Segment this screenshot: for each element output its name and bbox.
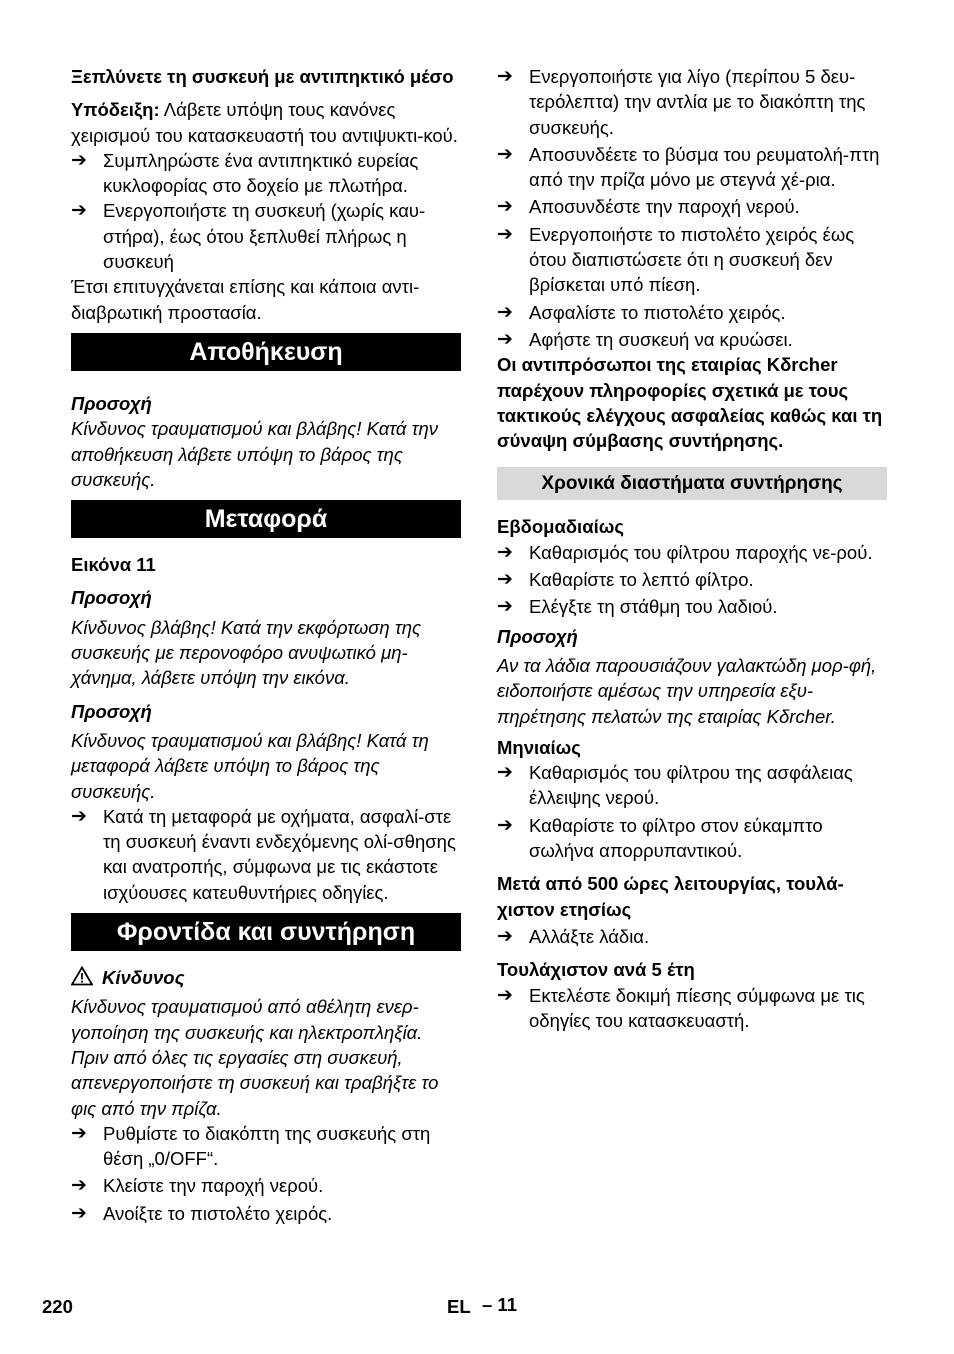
arrow-right-icon: ➔ [497, 925, 513, 947]
list-item [497, 300, 887, 325]
list-item-text: Ενεργοποιήστε τη συσκευή (χωρίς καυ-στήρα), έως ότου ξεπλυθεί πλήρως η συσκευή [103, 200, 426, 273]
list-item-text: Καθαρισμός του φίλτρου της ασφάλειας έλλειψης νερού. [529, 762, 853, 809]
storage-caution-text: Κίνδυνος τραυματισμού και βλάβης! Κατά την αποθήκευση λάβετε υπόψη το βάρος της συσκευής. [71, 418, 439, 490]
arrow-right-icon: ➔ [497, 541, 513, 563]
list-item-text: Ελέγξτε τη στάθμη του λαδιού. [529, 596, 778, 618]
list-item-text: Καθαρίστε το λεπτό φίλτρο. [529, 569, 754, 591]
list-item [71, 1121, 461, 1172]
arrow-right-icon: ➔ [497, 223, 513, 245]
list-item [71, 1201, 461, 1226]
oil-caution-label: Προσοχή [497, 625, 578, 647]
arrow-right-icon: ➔ [71, 1202, 87, 1224]
list-item-text: Ενεργοποιήστε για λίγο (περίπου 5 δευ-τερόλεπτα) την αντλία με το διακόπτη της συσκευής. [529, 66, 866, 138]
arrow-right-icon: ➔ [497, 596, 513, 618]
transport-section-title: Μεταφορά [71, 500, 461, 538]
arrow-right-icon: ➔ [497, 196, 513, 218]
list-item [497, 64, 887, 140]
transport-caution2-text: Κίνδυνος τραυματισμού και βλάβης! Κατά τη μεταφορά λάβετε υπόψη το βάρος της συσκευής. [71, 729, 429, 802]
list-item [497, 540, 887, 565]
intervals-section-title: Χρονικά διαστήματα συντήρησης [497, 467, 887, 500]
transport-caution1-text: Κίνδυνος βλάβης! Κατά την εκφόρτωση της συσκευής με περονοφόρο ανυψωτικό μη-χάνημα, λάβετε υπόψη την εικόνα. [71, 616, 422, 689]
care-steps-continued [497, 64, 887, 352]
arrow-right-icon: ➔ [497, 143, 513, 165]
section-page-number: – 11 [482, 1294, 517, 1315]
storage-caution-label: Προσοχή [71, 392, 152, 414]
storage-section-title: Αποθήκευση [71, 333, 461, 371]
list-item-text: Αλλάξτε λάδια. [529, 925, 650, 947]
arrow-right-icon: ➔ [497, 328, 513, 350]
list-item-text: Αφήστε τη συσκευή να κρυώσει. [529, 328, 793, 350]
list-item [497, 567, 887, 592]
rinse-steps [71, 148, 461, 274]
list-item [497, 983, 887, 1034]
five-year-heading: Τουλάχιστον ανά 5 έτη [497, 959, 695, 981]
hours-heading: Μετά από 500 ώρες λειτουργίας, τουλά-χιστον ετησίως [497, 873, 844, 920]
list-item-text: Καθαρίστε το φίλτρο στον εύκαμπτο σωλήνα απορρυπαντικού. [529, 814, 823, 862]
list-item [497, 194, 887, 219]
list-item [71, 804, 461, 905]
monthly-heading: Μηνιαίως [497, 736, 581, 758]
note-label: Υπόδειξη: [71, 99, 160, 121]
list-item-text: Κλείστε την παροχή νερού. [103, 1175, 324, 1197]
list-item-text: Ενεργοποιήστε το πιστολέτο χειρός έως ότου διαπιστώσετε ότι η συσκευή δεν βρίσκεται υπό πίεση. [529, 223, 855, 296]
list-item [497, 222, 887, 298]
list-item-text: Εκτελέστε δοκιμή πίεσης σύμφωνα με τις οδηγίες του κατασκευαστή. [529, 984, 865, 1031]
danger-label: Κίνδυνος [102, 967, 185, 989]
arrow-right-icon: ➔ [71, 149, 87, 171]
danger-text: Κίνδυνος τραυματισμού από αθέλητη ενερ-γοποίηση της συσκευής και ηλεκτροπληξία. Πριν από όλες τις εργασίες στη συσκευή, απενεργοποιήστε τη συσκευή και τραβήξτε το φις από την πρίζα. [71, 996, 439, 1119]
list-item [497, 760, 887, 811]
transport-caution2-label: Προσοχή [71, 700, 152, 722]
list-item [497, 924, 887, 949]
care-section-title: Φροντίδα και συντήρηση [71, 913, 461, 951]
weekly-heading: Εβδομαδιαίως [497, 516, 624, 538]
list-item [497, 327, 887, 352]
list-item-text: Κατά τη μεταφορά με οχήματα, ασφαλί-στε τη συσκευή έναντι ενδεχόμενης ολί-σθησης και ανατροπής, σύμφωνα με τις εκάστοτε ισχύουσες κατευθυντήριες οδηγίες. [103, 805, 456, 903]
arrow-right-icon: ➔ [71, 1175, 87, 1197]
list-item-text: Αποσυνδέετε το βύσμα του ρευματολή-πτη από την πρίζα μόνο με στεγνά χέ-ρια. [529, 143, 880, 191]
right-column [497, 64, 887, 1033]
figure-reference: Εικόνα 11 [71, 554, 156, 576]
arrow-right-icon: ➔ [497, 762, 513, 784]
page-number: 220 [42, 1296, 73, 1317]
list-item-text: Συμπληρώστε ένα αντιπηκτικό ευρείας κυκλοφορίας στο δοχείο με πλωτήρα. [103, 149, 419, 197]
arrow-right-icon: ➔ [71, 200, 87, 222]
care-steps [71, 1121, 461, 1226]
danger-heading [71, 965, 461, 990]
rinse-heading: Ξεπλύνετε τη συσκευή με αντιπηκτικό μέσο [71, 66, 454, 87]
language-code: EL [447, 1296, 471, 1317]
note-paragraph [71, 97, 461, 148]
rinse-after-text: Έτσι επιτυγχάνεται επίσης και κάποια αντι-διαβρωτική προστασία. [71, 276, 420, 323]
list-item [497, 594, 887, 619]
list-item-text: Ασφαλίστε το πιστολέτο χειρός. [529, 301, 786, 323]
arrow-right-icon: ➔ [71, 805, 87, 827]
list-item-text: Ανοίξτε το πιστολέτο χειρός. [103, 1202, 333, 1224]
arrow-right-icon: ➔ [71, 1122, 87, 1144]
list-item-text: Αποσυνδέστε την παροχή νερού. [529, 196, 800, 218]
list-item-text: Καθαρισμός του φίλτρου παροχής νε-ρού. [529, 541, 873, 563]
note-text: Λάβετε υπόψη τους κανόνες χειρισμού του κατασκευαστή του αντιψυκτι-κού. [71, 99, 458, 146]
list-item [71, 1173, 461, 1198]
list-item [71, 198, 461, 274]
list-item [497, 142, 887, 193]
left-column [71, 64, 461, 1226]
arrow-right-icon: ➔ [497, 569, 513, 591]
representatives-note: Οι αντιπρόσωποι της εταιρίας Kδrcher παρέχουν πληροφορίες σχετικά με τους τακτικούς ελέγχους ασφαλείας καθώς και τη σύναψη σύμβασης συντήρησης. [497, 354, 883, 452]
arrow-right-icon: ➔ [497, 814, 513, 836]
warning-triangle-icon [71, 966, 93, 986]
oil-caution-text: Αν τα λάδια παρουσιάζουν γαλακτώδη μορ-φή, ειδοποιήστε αμέσως την υπηρεσία εξυ-πηρέτησης πελατών της εταιρίας Kδrcher. [497, 654, 877, 727]
arrow-right-icon: ➔ [497, 301, 513, 323]
list-item [71, 148, 461, 199]
transport-caution1-label: Προσοχή [71, 587, 152, 609]
list-item-text: Ρυθμίστε το διακόπτη της συσκευής στη θέση „0/OFF“. [103, 1122, 431, 1170]
list-item [497, 813, 887, 864]
arrow-right-icon: ➔ [497, 66, 513, 87]
arrow-right-icon: ➔ [497, 984, 513, 1006]
